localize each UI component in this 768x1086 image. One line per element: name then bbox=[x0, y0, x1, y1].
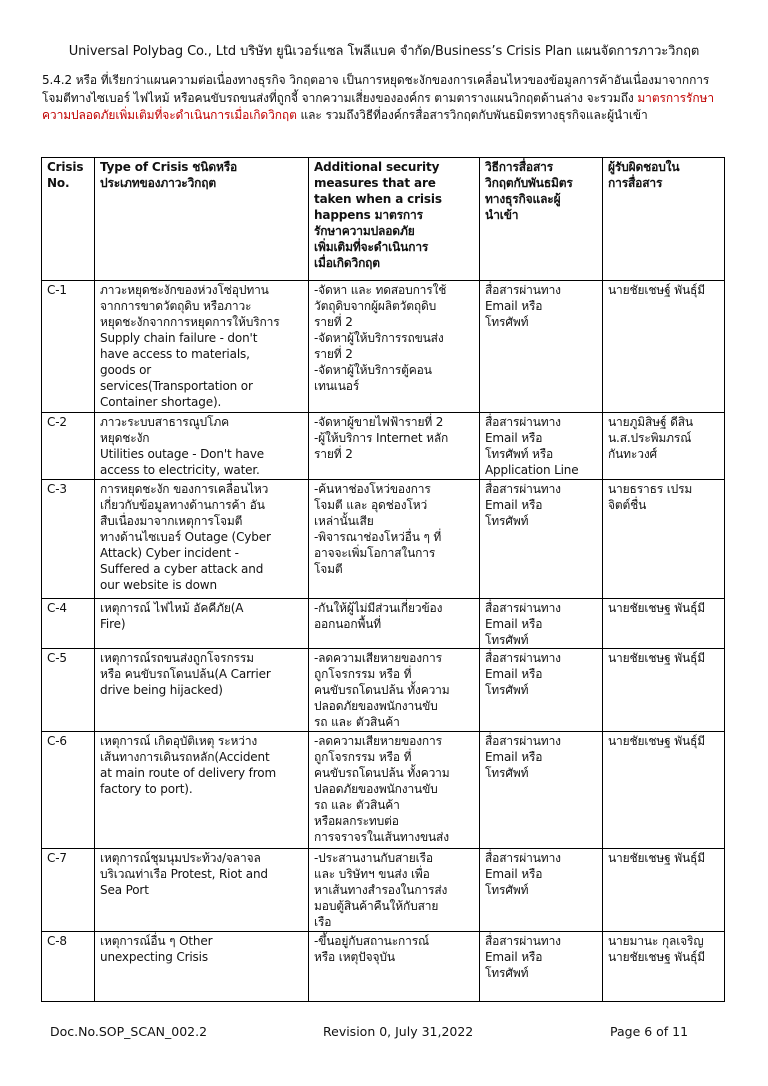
table-row bbox=[42, 281, 725, 413]
cell-communication-method bbox=[480, 599, 603, 649]
cell-line: No. bbox=[47, 176, 70, 190]
cell-security-measures bbox=[309, 649, 480, 732]
cell-line: Supply chain failure - don't bbox=[100, 331, 258, 345]
cell-line: -ขึ้นอยู่กับสถานะการณ์ bbox=[314, 934, 430, 948]
cell-line: ประเภทของภาวะวิกฤต bbox=[100, 176, 217, 190]
cell-line: อาจจะเพิ่มโอกาสในการ bbox=[314, 546, 436, 560]
cell-line: drive being hijacked) bbox=[100, 683, 223, 697]
cell-line: สื่อสารผ่านทาง bbox=[485, 734, 561, 748]
cell-line: คนขับรถโดนปล้น ทั้งความ bbox=[314, 766, 450, 780]
cell-line: สื่อสารผ่านทาง bbox=[485, 601, 561, 615]
cell-line: Attack) Cyber incident - bbox=[100, 546, 239, 560]
cell-crisis-no: C-5 bbox=[42, 649, 95, 732]
cell-line: วิธีการสื่อสาร bbox=[485, 160, 554, 174]
cell-line: รถ และ ตัวสินค้า bbox=[314, 715, 400, 729]
cell-line: goods or bbox=[100, 363, 152, 377]
cell-line: นายชัยเชษฐ พันธุ์มี bbox=[608, 851, 705, 865]
cell-crisis-no: C-8 bbox=[42, 932, 95, 1002]
cell-line: หยุดชะงักจากการหยุดการให้บริการ bbox=[100, 315, 280, 329]
cell-line: หาเส้นทางสำรองในการส่ง bbox=[314, 883, 448, 897]
cell-line: การสื่อสาร bbox=[608, 176, 663, 190]
cell-line: Email หรือ bbox=[485, 950, 543, 964]
cell-line: เมื่อเกิดวิกฤต bbox=[314, 256, 380, 270]
cell-type-of-crisis bbox=[95, 649, 309, 732]
cell-line: ปลอดภัยของพนักงานขับ bbox=[314, 782, 438, 796]
cell-line: จากการขาดวัตถุดิบ หรือภาวะ bbox=[100, 299, 252, 313]
cell-line: factory to port). bbox=[100, 782, 193, 796]
cell-line: สื่อสารผ่านทาง bbox=[485, 482, 561, 496]
cell-line: สื่อสารผ่านทาง bbox=[485, 651, 561, 665]
cell-line: ปลอดภัยของพนักงานขับ bbox=[314, 699, 438, 713]
table-row bbox=[42, 413, 725, 480]
cell-type-of-crisis bbox=[95, 849, 309, 932]
cell-type-of-crisis bbox=[95, 732, 309, 849]
cell-line: มอบตู้สินค้าคืนให้กับสาย bbox=[314, 899, 439, 913]
cell-communication-method bbox=[480, 413, 603, 480]
cell-line: ทางธุรกิจและผู้ bbox=[485, 192, 561, 206]
cell-line: เหตุการณ์อื่น ๆ Other bbox=[100, 934, 213, 948]
cell-line: -ค้นหาช่องโหว่ของการ bbox=[314, 482, 431, 496]
cell-line: นายชัยเชษฐ พันธุ์มี bbox=[608, 651, 705, 665]
intro-highlight: มาตรการรักษาความปลอดภัยเพิ่มเติมที่จะดำเนินการเมื่อเกิดวิกฤต bbox=[42, 90, 714, 122]
cell-line: services(Transportation or bbox=[100, 379, 253, 393]
cell-line: Type of Crisis ชนิดหรือ bbox=[100, 160, 238, 174]
cell-crisis-no: C-6 bbox=[42, 732, 95, 849]
cell-line: รายที่ 2 bbox=[314, 447, 353, 461]
cell-line: -ลดความเสียหายของการ bbox=[314, 734, 442, 748]
cell-security-measures bbox=[309, 413, 480, 480]
cell-communication-method bbox=[480, 649, 603, 732]
cell-line: โทรศัพท์ bbox=[485, 766, 529, 780]
cell-line: ถูกโจรกรรม หรือ ที่ bbox=[314, 750, 412, 764]
cell-communication-method bbox=[480, 480, 603, 599]
cell-line: เรือ bbox=[314, 915, 332, 929]
cell-line: นายธราธร เปรม bbox=[608, 482, 693, 496]
cell-line: Fire) bbox=[100, 617, 126, 631]
cell-line: รถ และ ตัวสินค้า bbox=[314, 798, 400, 812]
cell-line: ออกนอกพื้นที่ bbox=[314, 617, 382, 631]
cell-line: รายที่ 2 bbox=[314, 347, 353, 361]
cell-line: -จัดหาผู้ขายไฟฟ้ารายที่ 2 bbox=[314, 415, 444, 429]
crisis-table bbox=[41, 157, 725, 1002]
intro-text-part2: และ รวมถึงวิธีที่องค์กรสื่อสารวิกฤตกับพันธมิตรทางธุรกิจและผู้นำเข้า bbox=[296, 108, 648, 122]
cell-line: โทรศัพท์ bbox=[485, 315, 529, 329]
cell-line: เกี่ยวกับข้อมูลทางด้านการค้า อัน bbox=[100, 498, 265, 512]
cell-line: โทรศัพท์ bbox=[485, 966, 529, 980]
cell-responsible-person bbox=[603, 599, 725, 649]
table-row bbox=[42, 480, 725, 599]
cell-communication-method bbox=[480, 281, 603, 413]
cell-line: measures that are bbox=[314, 176, 436, 190]
cell-line: นายชัยเชษฐ์ พันธุ์มี bbox=[608, 283, 705, 297]
cell-line: -พิจารณาช่องโหว่อื่น ๆ ที่ bbox=[314, 530, 442, 544]
cell-line: ทางด้านไซเบอร์ Outage (Cyber bbox=[100, 530, 271, 544]
cell-line: โจมตี และ อุดช่องโหว่ bbox=[314, 498, 428, 512]
cell-line: Email หรือ bbox=[485, 667, 543, 681]
cell-type-of-crisis bbox=[95, 480, 309, 599]
cell-security-measures bbox=[309, 480, 480, 599]
cell-responsible-person bbox=[603, 480, 725, 599]
cell-crisis-no: C-2 bbox=[42, 413, 95, 480]
cell-line: Sea Port bbox=[100, 883, 149, 897]
cell-line: -กันให้ผู้ไม่มีส่วนเกี่ยวข้อง bbox=[314, 601, 443, 615]
page-header: Universal Polybag Co., Ltd บริษัท ยูนิเวอร์แซล โพลีแบค จำกัด/Business’s Crisis Plan แผนจัดการภาวะวิกฤต bbox=[68, 44, 700, 59]
cell-line: รักษาความปลอดภัย bbox=[314, 224, 415, 238]
cell-security-measures bbox=[309, 599, 480, 649]
cell-line: รายที่ 2 bbox=[314, 315, 353, 329]
cell-line: นายชัยเชษฐ พันธุ์มี bbox=[608, 950, 705, 964]
cell-line: Email หรือ bbox=[485, 431, 543, 445]
cell-line: สืบเนื่องมาจากเหตุการโจมตี bbox=[100, 514, 243, 528]
cell-line: ภาวะหยุดชะงักของห่วงโซ่อุปทาน bbox=[100, 283, 269, 297]
cell-line: ภาวะระบบสาธารณูปโภค bbox=[100, 415, 229, 429]
cell-line: เหตุการณ์ เกิดอุบัติเหตุ ระหว่าง bbox=[100, 734, 258, 748]
cell-crisis-no: C-3 bbox=[42, 480, 95, 599]
intro-paragraph bbox=[42, 72, 732, 125]
cell-line: นายชัยเชษฐ พันธุ์มี bbox=[608, 734, 705, 748]
cell-line: จิตต์ชื่น bbox=[608, 498, 647, 512]
cell-line: กันทะวงศ์ bbox=[608, 447, 657, 461]
cell-line: นายมานะ กุลเจริญ bbox=[608, 934, 704, 948]
cell-line: Suffered a cyber attack and bbox=[100, 562, 264, 576]
cell-line: บริเวณท่าเรือ Protest, Riot and bbox=[100, 867, 268, 881]
cell-line: Email หรือ bbox=[485, 867, 543, 881]
cell-security-measures bbox=[309, 281, 480, 413]
cell-line: Email หรือ bbox=[485, 617, 543, 631]
cell-line: เหตุการณ์ชุมนุมประท้วง/จลาจล bbox=[100, 851, 261, 865]
cell-line: เส้นทางการเดินรถหลัก(Accident bbox=[100, 750, 270, 764]
cell-line: นายภูมิสิษฐ์ ดีสิน bbox=[608, 415, 693, 429]
cell-line: โทรศัพท์ หรือ bbox=[485, 447, 554, 461]
cell-line: โจมตี bbox=[314, 562, 343, 576]
cell-line: โทรศัพท์ bbox=[485, 633, 529, 647]
cell-line: สื่อสารผ่านทาง bbox=[485, 851, 561, 865]
cell-line: หยุดชะงัก bbox=[100, 431, 150, 445]
table-row bbox=[42, 732, 725, 849]
cell-line: ถูกโจรกรรม หรือ ที่ bbox=[314, 667, 412, 681]
cell-responsible-person bbox=[603, 649, 725, 732]
cell-communication-method bbox=[480, 849, 603, 932]
header-communication-method bbox=[480, 158, 603, 281]
cell-line: at main route of delivery from bbox=[100, 766, 276, 780]
cell-line: -ประสานงานกับสายเรือ bbox=[314, 851, 433, 865]
cell-line: หรือผลกระทบต่อ bbox=[314, 814, 399, 828]
cell-line: น.ส.ประพิมภรณ์ bbox=[608, 431, 692, 445]
cell-type-of-crisis bbox=[95, 932, 309, 1002]
cell-line: -ผู้ให้บริการ Internet หลัก bbox=[314, 431, 449, 445]
cell-security-measures bbox=[309, 732, 480, 849]
cell-communication-method bbox=[480, 932, 603, 1002]
cell-line: สื่อสารผ่านทาง bbox=[485, 283, 561, 297]
cell-line: our website is down bbox=[100, 578, 217, 592]
cell-crisis-no: C-1 bbox=[42, 281, 95, 413]
cell-line: เหตุการณ์ ไฟไหม้ อัคคีภัย(A bbox=[100, 601, 244, 615]
header-security-measures bbox=[309, 158, 480, 281]
cell-security-measures bbox=[309, 932, 480, 1002]
cell-line: เหตุการณ์รถขนส่งถูกโจรกรรม bbox=[100, 651, 254, 665]
cell-line: Application Line bbox=[485, 463, 579, 477]
cell-line: นายชัยเชษฐ พันธุ์มี bbox=[608, 601, 705, 615]
cell-type-of-crisis bbox=[95, 281, 309, 413]
cell-line: โทรศัพท์ bbox=[485, 514, 529, 528]
cell-line: เทนเนอร์ bbox=[314, 379, 360, 393]
cell-communication-method bbox=[480, 732, 603, 849]
cell-line: สื่อสารผ่านทาง bbox=[485, 934, 561, 948]
footer-doc-number: Doc.No.SOP_SCAN_002.2 bbox=[50, 1024, 208, 1039]
cell-responsible-person bbox=[603, 932, 725, 1002]
cell-line: และ บริษัทฯ ขนส่ง เพื่อ bbox=[314, 867, 430, 881]
cell-responsible-person bbox=[603, 281, 725, 413]
cell-line: Utilities outage - Don't have bbox=[100, 447, 265, 461]
cell-line: เพิ่มเติมที่จะดำเนินการ bbox=[314, 240, 429, 254]
cell-security-measures bbox=[309, 849, 480, 932]
cell-line: Email หรือ bbox=[485, 750, 543, 764]
header-crisis-no bbox=[42, 158, 95, 281]
cell-responsible-person bbox=[603, 849, 725, 932]
cell-line: -จัดหาผู้ให้บริการรถขนส่ง bbox=[314, 331, 444, 345]
cell-line: การจราจรในเส้นทางขนส่ง bbox=[314, 830, 449, 844]
cell-line: happens มาตรการ bbox=[314, 208, 423, 222]
cell-line: วิกฤตกับพันธมิตร bbox=[485, 176, 573, 190]
cell-line: การหยุดชะงัก ของการเคลื่อนไหว bbox=[100, 482, 269, 496]
cell-line: Container shortage). bbox=[100, 395, 222, 409]
cell-line: Crisis bbox=[47, 160, 84, 174]
cell-responsible-person bbox=[603, 413, 725, 480]
table-row bbox=[42, 649, 725, 732]
cell-line: หรือ คนขับรถโดนปล้น(A Carrier bbox=[100, 667, 271, 681]
cell-line: เหล่านั้นเสีย bbox=[314, 514, 374, 528]
cell-line: คนขับรถโดนปล้น ทั้งความ bbox=[314, 683, 450, 697]
table-row bbox=[42, 599, 725, 649]
footer-page-number: Page 6 of 11 bbox=[610, 1024, 689, 1039]
cell-responsible-person bbox=[603, 732, 725, 849]
cell-line: Email หรือ bbox=[485, 498, 543, 512]
table-row bbox=[42, 849, 725, 932]
cell-line: -จัดหาผู้ให้บริการตู้คอน bbox=[314, 363, 432, 377]
intro-text-part1: 5.4.2 หรือ ที่เรียกว่าแผนความต่อเนื่องทางธุรกิจ วิกฤตอาจ เป็นการหยุดชะงักของการเคลื่อนไหวของข้อมูลการค้าอันเนื่องมาจากการโจมตีทางไซเบอร์ ไฟไหม้ หรือคนขับรถขนส่งที่ถูกจี้ จากความเสี่ยงขององค์กร ตามตารางแผนวิกฤตด้านล่าง จะรวมถึง bbox=[42, 73, 710, 105]
cell-crisis-no: C-4 bbox=[42, 599, 95, 649]
cell-line: -ลดความเสียหายของการ bbox=[314, 651, 442, 665]
cell-line: โทรศัพท์ bbox=[485, 683, 529, 697]
cell-line: นำเข้า bbox=[485, 208, 519, 222]
cell-line: -จัดหา และ ทดสอบการใช้ bbox=[314, 283, 447, 297]
cell-type-of-crisis bbox=[95, 413, 309, 480]
cell-line: วัตถุดิบจากผู้ผลิตวัตถุดิบ bbox=[314, 299, 437, 313]
cell-line: หรือ เหตุปัจจุบัน bbox=[314, 950, 395, 964]
cell-type-of-crisis bbox=[95, 599, 309, 649]
cell-line: โทรศัพท์ bbox=[485, 883, 529, 897]
table-row bbox=[42, 932, 725, 1002]
cell-line: access to electricity, water. bbox=[100, 463, 260, 477]
cell-line: have access to materials, bbox=[100, 347, 250, 361]
cell-line: unexpecting Crisis bbox=[100, 950, 208, 964]
footer-revision: Revision 0, July 31,2022 bbox=[323, 1024, 474, 1039]
cell-line: สื่อสารผ่านทาง bbox=[485, 415, 561, 429]
header-type-of-crisis bbox=[95, 158, 309, 281]
cell-line: taken when a crisis bbox=[314, 192, 442, 206]
cell-line: Additional security bbox=[314, 160, 440, 174]
cell-line: Email หรือ bbox=[485, 299, 543, 313]
header-responsible-person bbox=[603, 158, 725, 281]
cell-line: ผู้รับผิดชอบใน bbox=[608, 160, 680, 174]
table-header-row bbox=[42, 158, 725, 281]
cell-crisis-no: C-7 bbox=[42, 849, 95, 932]
